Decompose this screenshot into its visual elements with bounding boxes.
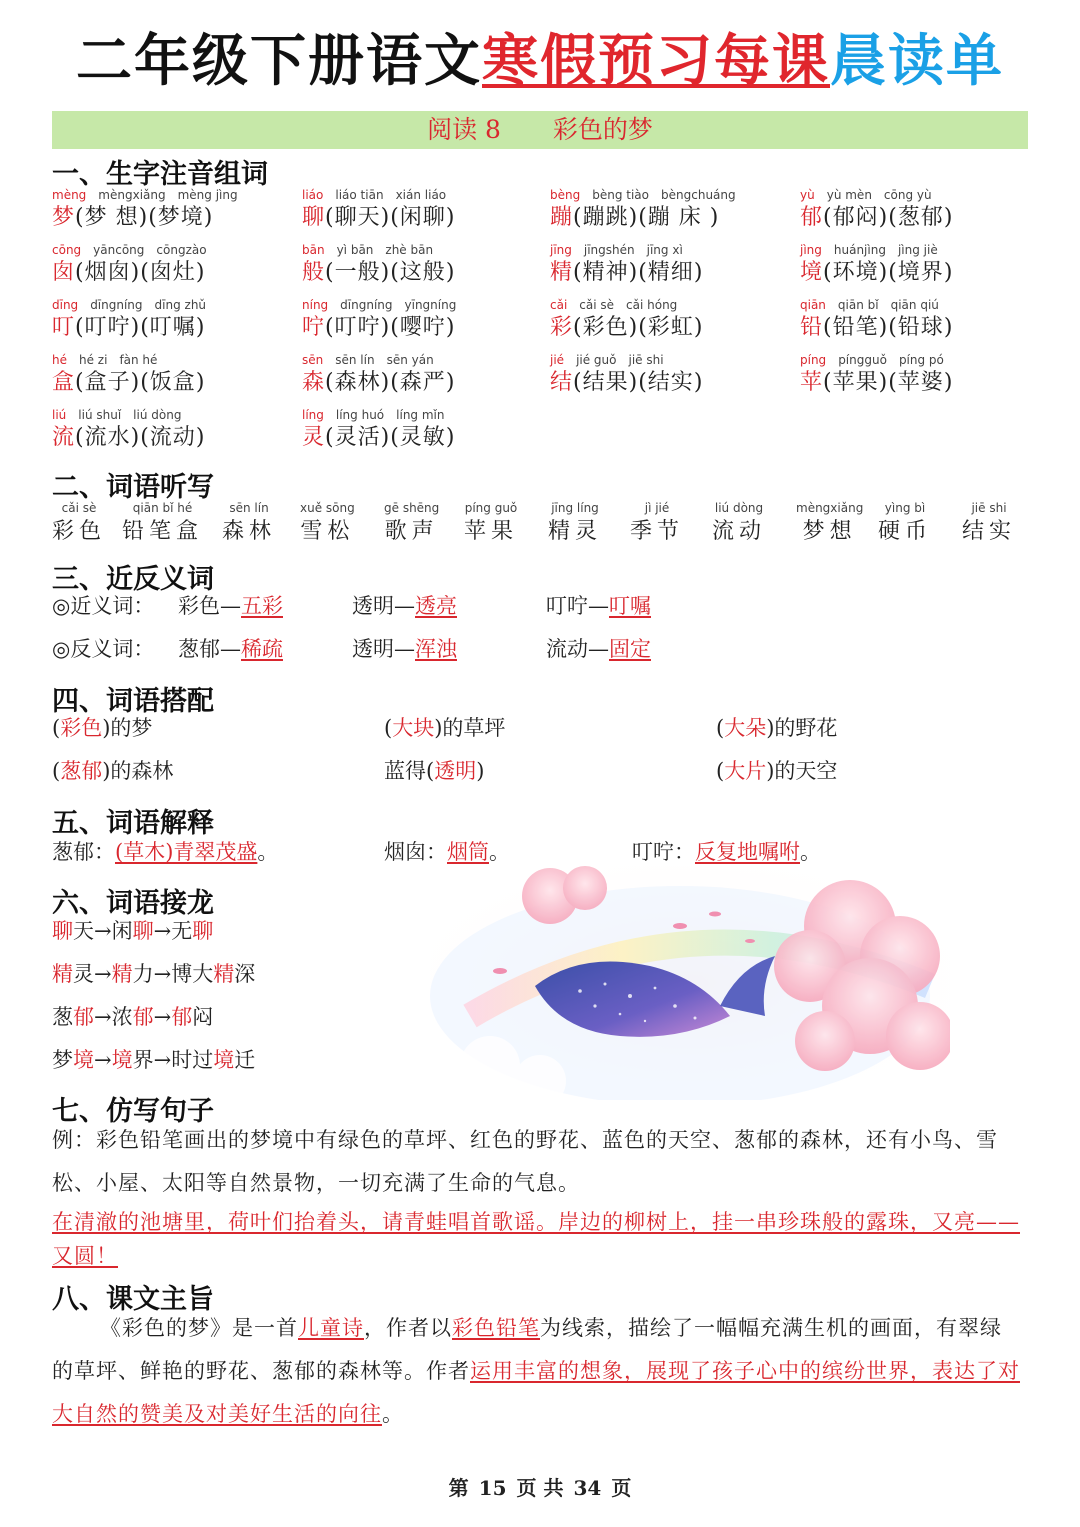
character-item bbox=[550, 297, 790, 343]
character-item bbox=[800, 352, 1040, 398]
explanation-item: 葱郁：(草木)青翠茂盛。 bbox=[52, 840, 279, 864]
character-pinyin: mèng mèngxiǎng mèng jìng bbox=[52, 188, 238, 202]
character-words: 彩(彩色)(彩虹) bbox=[550, 315, 704, 340]
dictation-word: mèngxiǎng 梦想 bbox=[796, 501, 864, 544]
character-item bbox=[52, 407, 292, 453]
character-words: 精(精神)(精细) bbox=[550, 260, 704, 285]
character-item bbox=[52, 297, 292, 343]
character-item bbox=[550, 187, 790, 233]
character-pinyin: liú liú shuǐ liú dòng bbox=[52, 408, 182, 422]
antonym-pair: 葱郁—稀疏 bbox=[178, 637, 283, 661]
antonym-label: ◎反义词： bbox=[52, 637, 155, 661]
character-pinyin: cōng yāncōng cōngzào bbox=[52, 243, 207, 257]
explanation-item: 叮咛：反复地嘱咐。 bbox=[632, 840, 821, 864]
character-words: 灵(灵活)(灵敏) bbox=[302, 425, 456, 450]
dream-whale-illustration bbox=[430, 866, 950, 1100]
collocation-item: (大片)的天空 bbox=[716, 759, 838, 783]
character-words: 蹦(蹦跳)(蹦 床 ) bbox=[550, 205, 720, 230]
character-pinyin: jīng jīngshén jīng xì bbox=[550, 243, 683, 257]
collocation-item: (大块)的草坪 bbox=[384, 716, 506, 740]
character-item bbox=[550, 352, 790, 398]
dictation-word: jì jié 季节 bbox=[630, 501, 685, 544]
dictation-word: jīng líng 精灵 bbox=[548, 501, 603, 544]
collocation-item: 蓝得(透明) bbox=[384, 759, 485, 783]
character-item bbox=[52, 187, 292, 233]
character-words: 铅(铅笔)(铅球) bbox=[800, 315, 954, 340]
lesson-bar bbox=[52, 111, 1028, 149]
synonym-pair: 彩色—五彩 bbox=[178, 594, 283, 618]
character-words: 流(流水)(流动) bbox=[52, 425, 206, 450]
page-footer: 第 15 页 共 34 页 bbox=[448, 1476, 632, 1500]
lesson-name: 彩色的梦 bbox=[552, 115, 653, 144]
title-grade: 二年级下册语文 bbox=[76, 29, 482, 94]
character-item bbox=[52, 242, 292, 288]
character-item bbox=[302, 242, 542, 288]
section-title-synonyms: 三、近反义词 bbox=[52, 564, 214, 595]
character-pinyin: jìng huánjìng jìng jiè bbox=[800, 243, 938, 257]
page-number: 15 bbox=[478, 1476, 507, 1500]
character-words: 梦(梦 想)(梦境) bbox=[52, 205, 214, 230]
theme-paragraph: 《彩色的梦》是一首儿童诗，作者以彩色铅笔为线索，描绘了一幅幅充满生机的画面，有翠绿的草坪、鲜艳的野花、葱郁的森林等。作者运用丰富的想象，展现了孩子心中的缤纷世界，表达了对大自然的赞美及对美好生活的向往。 bbox=[52, 1316, 1020, 1426]
page-title bbox=[0, 26, 1080, 98]
character-item bbox=[302, 297, 542, 343]
character-words: 苹(苹果)(苹婆) bbox=[800, 370, 954, 395]
character-words: 般(一般)(这般) bbox=[302, 260, 456, 285]
section-title-characters: 一、生字注音组词 bbox=[52, 159, 268, 190]
synonym-label: ◎近义词： bbox=[52, 594, 155, 618]
dictation-word: píng guǒ 苹果 bbox=[464, 501, 519, 544]
section-title-collocations: 四、词语搭配 bbox=[52, 686, 214, 717]
character-pinyin: píng píngguǒ píng pó bbox=[800, 353, 944, 367]
dictation-word: qiān bǐ hé 铅笔盒 bbox=[122, 501, 204, 544]
dictation-word: sēn lín 森林 bbox=[222, 501, 277, 544]
character-pinyin: sēn sēn lín sēn yán bbox=[302, 353, 434, 367]
dictation-word: yìng bì 硬币 bbox=[878, 501, 933, 544]
character-words: 叮(叮咛)(叮嘱) bbox=[52, 315, 206, 340]
character-words: 境(环境)(境界) bbox=[800, 260, 954, 285]
character-pinyin: cǎi cǎi sè cǎi hóng bbox=[550, 298, 678, 312]
imitation-answer: 在清澈的池塘里，荷叶们抬着头，请青蛙唱首歌谣。岸边的柳树上，挂一串珍珠般的露珠，又亮——又圆！ bbox=[52, 1210, 1020, 1268]
character-words: 盒(盒子)(饭盒) bbox=[52, 370, 206, 395]
section-title-word-chain: 六、词语接龙 bbox=[52, 888, 214, 919]
synonym-pair: 透明—透亮 bbox=[352, 594, 457, 618]
word-chain-line: 梦境→境界→时过境迁 bbox=[52, 1048, 256, 1072]
character-pinyin: líng líng huó líng mǐn bbox=[302, 408, 445, 422]
dictation-word: jiē shi 结实 bbox=[962, 501, 1017, 544]
dictation-word: liú dòng 流动 bbox=[712, 501, 767, 544]
character-words: 咛(叮咛)(嘤咛) bbox=[302, 315, 456, 340]
character-pinyin: qiān qiān bǐ qiān qiú bbox=[800, 298, 939, 312]
word-chain-line: 聊天→闲聊→无聊 bbox=[52, 919, 214, 943]
dictation-word: gē shēng 歌声 bbox=[384, 501, 440, 544]
character-item bbox=[800, 187, 1040, 233]
character-item bbox=[550, 242, 790, 288]
character-item bbox=[800, 242, 1040, 288]
imitation-example: 例：彩色铅笔画出的梦境中有绿色的草坪、红色的野花、蓝色的天空、葱郁的森林，还有小鸟、雪松、小屋、太阳等自然景物，一切充满了生命的气息。 bbox=[52, 1128, 998, 1195]
character-pinyin: níng dīngníng yīngníng bbox=[302, 298, 457, 312]
title-each-lesson: 每课 bbox=[714, 29, 830, 94]
antonym-pair: 透明—浑浊 bbox=[352, 637, 457, 661]
character-pinyin: jié jié guǒ jiē shi bbox=[550, 353, 664, 367]
character-item bbox=[302, 352, 542, 398]
character-pinyin: yù yù mèn cōng yù bbox=[800, 188, 932, 202]
page-total: 34 bbox=[573, 1476, 602, 1500]
character-item bbox=[302, 407, 542, 453]
synonym-pair: 叮咛—叮嘱 bbox=[546, 594, 651, 618]
character-item bbox=[52, 352, 292, 398]
character-item bbox=[800, 297, 1040, 343]
character-item bbox=[302, 187, 542, 233]
section-title-explanations: 五、词语解释 bbox=[52, 808, 214, 839]
character-pinyin: hé hé zi fàn hé bbox=[52, 353, 158, 367]
character-pinyin: bèng bèng tiào bèngchuáng bbox=[550, 188, 736, 202]
character-words: 聊(聊天)(闲聊) bbox=[302, 205, 456, 230]
character-words: 森(森林)(森严) bbox=[302, 370, 456, 395]
character-words: 囱(烟囱)(囱灶) bbox=[52, 260, 206, 285]
character-words: 郁(郁闷)(葱郁) bbox=[800, 205, 954, 230]
character-pinyin: dīng dīngníng dīng zhǔ bbox=[52, 298, 207, 312]
title-preview: 寒假预习 bbox=[482, 29, 714, 94]
word-chain-line: 葱郁→浓郁→郁闷 bbox=[52, 1005, 214, 1029]
character-words: 结(结果)(结实) bbox=[550, 370, 704, 395]
dictation-word: xuě sōng 雪松 bbox=[300, 501, 355, 544]
section-title-imitation: 七、仿写句子 bbox=[52, 1096, 214, 1127]
antonym-pair: 流动—固定 bbox=[546, 637, 651, 661]
character-pinyin: bān yì bān zhè bān bbox=[302, 243, 434, 257]
lesson-label: 阅读 8 bbox=[427, 115, 501, 144]
collocation-item: (大朵)的野花 bbox=[716, 716, 838, 740]
title-morning-reading: 晨读单 bbox=[830, 29, 1004, 94]
section-title-theme: 八、课文主旨 bbox=[52, 1284, 214, 1315]
collocation-item: (彩色)的梦 bbox=[52, 716, 153, 740]
explanation-item: 烟囱：烟筒。 bbox=[384, 840, 510, 864]
dictation-word: cǎi sè 彩色 bbox=[52, 501, 107, 544]
section-title-dictation: 二、词语听写 bbox=[52, 472, 214, 503]
word-chain-line: 精灵→精力→博大精深 bbox=[52, 962, 256, 986]
collocation-item: (葱郁)的森林 bbox=[52, 759, 174, 783]
character-pinyin: liáo liáo tiān xián liáo bbox=[302, 188, 447, 202]
